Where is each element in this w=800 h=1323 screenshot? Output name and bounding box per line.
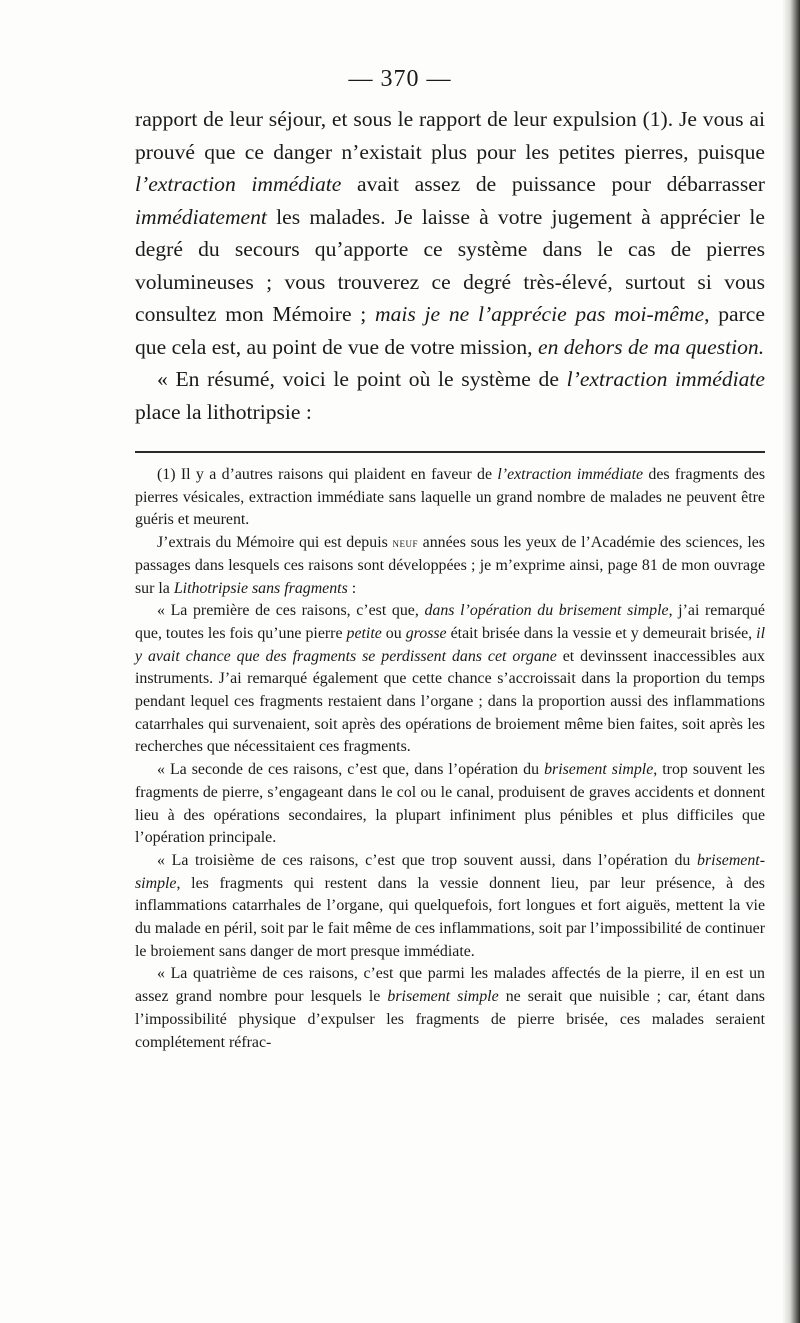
footnote-para-5: « La troisième de ces raisons, c’est que trop souvent aussi, dans l’opération du brisement-simple, les fragments qui restent dans la vessie donnent lieu, par leur présence, à des inflammations catarrhales de l’organe, qui quelquefois, fort longues et fort aiguës, mettent la vie du malade en péril, soit par le fait même de ces inflammations, soit par l’impossibilité de continuer le broiement sans danger de mort presque immédiate. [135, 851, 765, 960]
main-text [135, 103, 765, 428]
footnote-para-2: J’extrais du Mémoire qui est depuis neuf années sous les yeux de l’Académie des sciences, les passages dans lesquels ces raisons sont développées ; je m’exprime ainsi, page 81 de mon ouvrage sur la Lithotripsie sans fragments : [135, 534, 765, 597]
footnote-para-4: « La seconde de ces raisons, c’est que, dans l’opération du brisement simple, trop souvent les fragments de pierre, s’engageant dans le col ou le canal, produisent de graves accidents et donnent lieu à des opérations secondaires, la plupart infiniment plus pénibles et plus difficiles que l’opération principale. [135, 761, 765, 847]
paragraph-2: « En résumé, voici le point où le système de l’extraction immédiate place la lithotripsie : [135, 367, 765, 424]
page-number: — 370 — [348, 66, 452, 92]
page-edge-shadow [782, 0, 800, 1323]
footnote [135, 464, 765, 1054]
paragraph-1: rapport de leur séjour, et sous le rapport de leur expulsion (1). Je vous ai prouvé que ce danger n’existait plus pour les petites pierres, puisque l’extraction immédiate avait assez de puissance pour débarrasser immédiatement les malades. Je laisse à votre jugement à apprécier le degré du secours qu’apporte ce système dans le cas de pierres volumineuses ; vous trouverez ce degré très-élevé, surtout si vous consultez mon Mémoire ; mais je ne l’apprécie pas moi-même, parce que cela est, au point de vue de votre mission, en dehors de ma question. [135, 107, 765, 359]
footnote-para-6: « La quatrième de ces raisons, c’est que parmi les malades affectés de la pierre, il en est un assez grand nombre pour lesquels le brisement simple ne serait que nuisible ; car, étant dans l’impossibilité physique d’expulser les fragments de pierre brisée, ces malades seraient complétement réfrac- [135, 965, 765, 1051]
footnote-separator [135, 451, 765, 453]
footnote-para-3: « La première de ces raisons, c’est que, dans l’opération du brisement simple, j’ai remarqué que, toutes les fois qu’une pierre petite ou grosse était brisée dans la vessie et y demeurait brisée, il y avait chance que des fragments se perdissent dans cet organe et devinssent inaccessibles aux instruments. J’ai remarqué également que cette chance s’accroissait dans la proportion du temps pendant lequel ces fragments restaient dans l’organe ; dans la proportion aussi des inflammations catarrhales qui survenaient, soit après des opérations de broiement même bien faites, soit après les recherches que nécessitaient ces fragments. [135, 602, 766, 756]
footnote-para-1: (1) Il y a d’autres raisons qui plaident en faveur de l’extraction immédiate des fragments des pierres vésicales, extraction immédiate sans laquelle un grand nombre de malades ne peuvent être guéris et meurent. [135, 466, 766, 529]
